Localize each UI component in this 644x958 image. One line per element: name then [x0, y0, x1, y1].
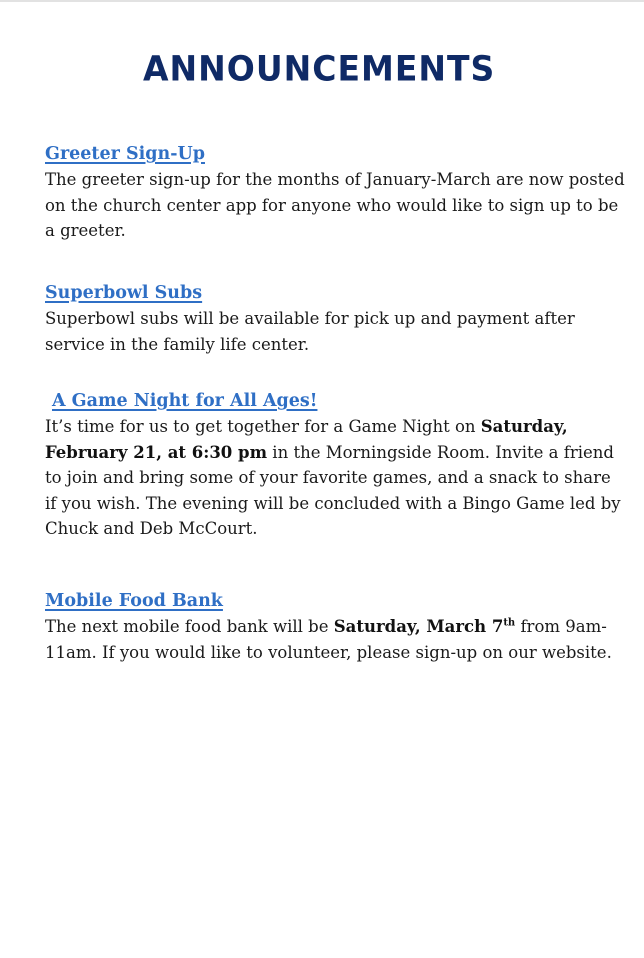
food-bank-date-suffix: th [503, 617, 516, 629]
announcement-greeter-signup [45, 141, 625, 244]
food-bank-text-rest: from 9am-11am. If you would like to volunteer, please sign-up on our website. [45, 617, 612, 662]
announcement-superbowl-subs [45, 280, 625, 357]
game-night-link[interactable]: A Game Night for All Ages! [52, 391, 318, 411]
top-divider [0, 0, 644, 2]
greeter-signup-text: The greeter sign-up for the months of January-March are now posted on the church center app for anyone who would like to sign up to be a greeter. [45, 170, 625, 240]
mobile-food-bank-link[interactable]: Mobile Food Bank [45, 591, 223, 611]
announcement-game-night [45, 388, 625, 542]
food-bank-date [334, 617, 515, 636]
game-night-text-rest: in the Morningside Room. Invite a friend to join and bring some of your favorite games, and a snack to share if you wish. The evening will be concluded with a Bingo Game led by Chuck and Deb McCourt. [45, 442, 621, 538]
game-night-text [45, 414, 625, 542]
superbowl-subs-text: Superbowl subs will be available for pick up and payment after service in the family life center. [45, 309, 575, 354]
mobile-food-bank-text [45, 614, 625, 665]
game-night-text-intro: It’s time for us to get together for a Game Night on [45, 417, 481, 436]
food-bank-text-intro: The next mobile food bank will be [45, 617, 334, 636]
food-bank-date-text: Saturday, March 7 [333, 617, 504, 636]
greeter-signup-link[interactable]: Greeter Sign-Up [45, 144, 205, 164]
superbowl-subs-link[interactable]: Superbowl Subs [45, 283, 203, 303]
game-night-date: Saturday, February 21, at 6:30 pm [45, 417, 568, 462]
page-title: ANNOUNCEMENTS [143, 48, 496, 89]
announcement-mobile-food-bank [45, 588, 625, 665]
